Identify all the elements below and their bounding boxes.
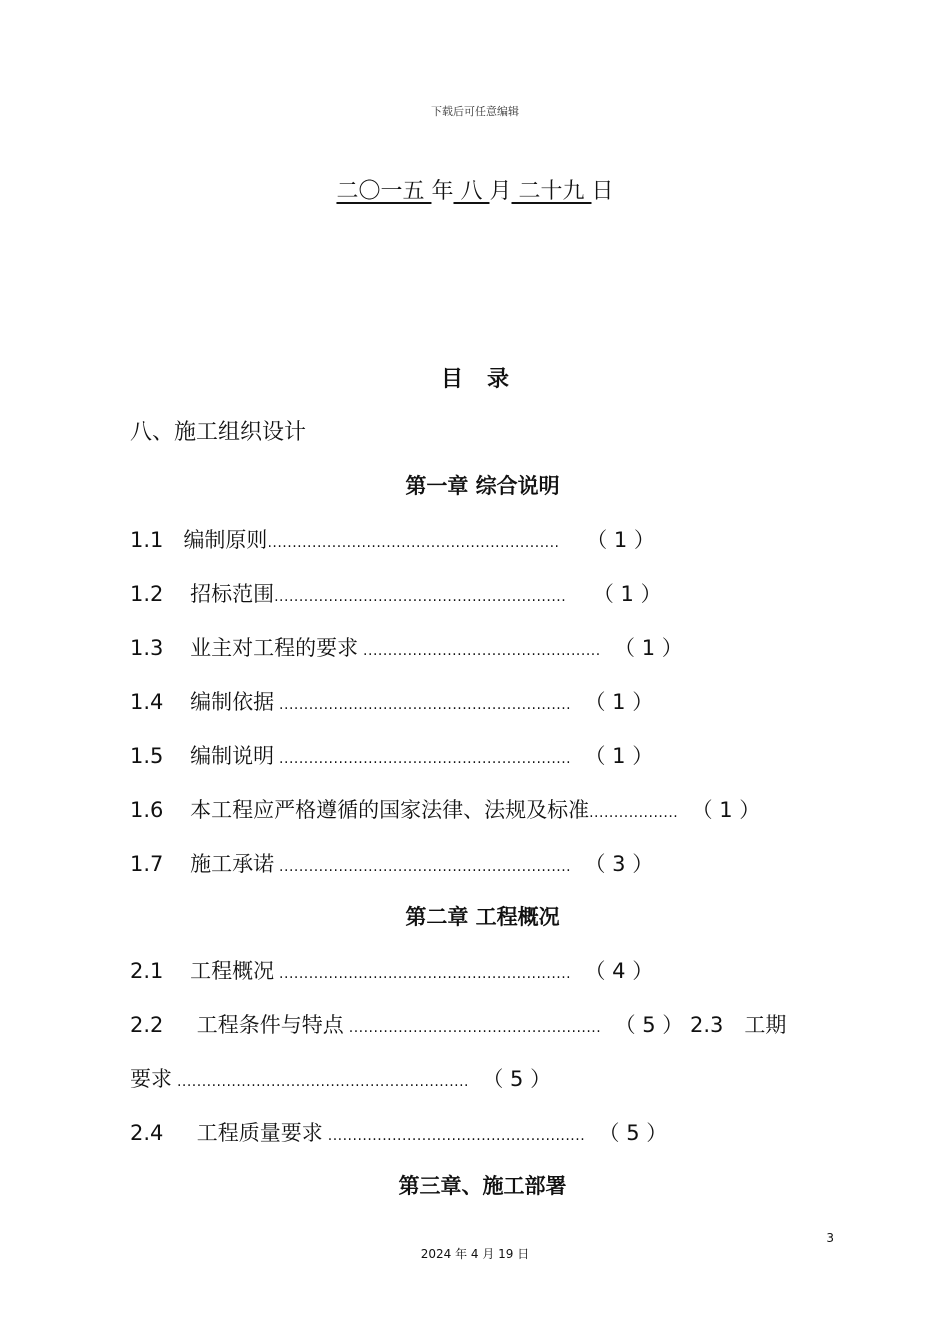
toc-entry-page: （ 1 ） — [614, 636, 683, 660]
toc-entry-title: 招标范围 — [190, 582, 275, 606]
date-day: 二十九 — [511, 179, 592, 204]
toc-entry-number: 1.6 — [130, 798, 164, 822]
toc-entry-title: 工程条件与特点 — [196, 1013, 344, 1037]
toc-entry-page: （ 5 ） — [598, 1121, 668, 1145]
toc-entry-page: （ 1 ） — [584, 690, 654, 714]
toc-entry[interactable] — [130, 632, 683, 662]
toc-entry-number: 1.2 — [130, 582, 164, 606]
chapter-heading: 第三章、施工部署 — [398, 1174, 567, 1198]
toc-entry-leader: ........................................................... — [274, 751, 572, 767]
toc-entry[interactable] — [130, 524, 655, 554]
toc-entry-page: （ 4 ） — [584, 959, 654, 983]
toc-entry-number: 1.7 — [130, 852, 164, 876]
toc-entry-title: 编制依据 — [190, 690, 275, 714]
toc-entry-page: （ 1 ） — [584, 744, 654, 768]
toc-entry-number: 2.2 — [130, 1013, 164, 1037]
toc-entry[interactable] — [130, 848, 653, 878]
toc-entry[interactable] — [130, 794, 760, 824]
toc-entry-leader: .................................................... — [322, 1128, 586, 1144]
chapter-heading: 第二章 工程概况 — [405, 905, 560, 929]
date-month: 八 — [453, 179, 490, 204]
toc-entry-title: 工程质量要求 — [196, 1121, 323, 1145]
toc-entry[interactable] — [130, 1009, 786, 1039]
toc-entry-title: 要求 — [130, 1067, 172, 1091]
toc-entry-page: （ 1 ） — [586, 528, 655, 552]
header-note: 下载后可任意编辑 — [431, 105, 519, 118]
toc-entry-number: 1.5 — [130, 744, 164, 768]
date-day-suffix: 日 — [591, 179, 614, 204]
toc-entry[interactable] — [130, 1117, 667, 1147]
toc-entry-number: 1.4 — [130, 690, 164, 714]
toc-entry-leader: ................................................ — [358, 643, 601, 659]
toc-entry-leader: ................................................... — [343, 1020, 602, 1036]
chapter-heading: 第一章 综合说明 — [405, 474, 560, 498]
toc-entry-number: 2.1 — [130, 959, 164, 983]
date-year: 二〇一五 — [336, 179, 432, 204]
toc-entry-leader: ........................................................... — [267, 535, 560, 551]
toc-entry[interactable] — [130, 1063, 551, 1093]
toc-entry[interactable] — [130, 955, 653, 985]
toc-entry[interactable] — [130, 740, 653, 770]
document-date — [0, 174, 950, 205]
toc-entry-title: 编制原则 — [183, 528, 268, 552]
toc-entry-number: 1.3 — [130, 636, 164, 660]
toc-entry-continuation: 2.3 工期 — [689, 1013, 787, 1037]
toc-entry-title: 编制说明 — [190, 744, 275, 768]
toc-entry-leader: ........................................................... — [274, 589, 567, 605]
date-year-suffix: 年 — [431, 179, 454, 204]
toc-entry-number: 2.4 — [130, 1121, 164, 1145]
toc-entry-page: （ 1 ） — [691, 798, 761, 822]
section-heading: 八、施工组织设计 — [130, 420, 307, 445]
toc-entry-leader: ........................................................... — [274, 859, 572, 875]
toc-entry-leader: .................. — [589, 805, 679, 821]
toc-entry-page: （ 5 ） — [614, 1013, 684, 1037]
toc-entry-page: （ 5 ） — [482, 1067, 552, 1091]
toc-entry-title: 工程概况 — [190, 959, 275, 983]
page-number: 3 — [826, 1231, 834, 1245]
toc-entry-page: （ 3 ） — [584, 852, 654, 876]
toc-entry-title: 施工承诺 — [190, 852, 275, 876]
toc-entry-leader: ........................................................... — [274, 697, 572, 713]
date-month-suffix: 月 — [489, 179, 512, 204]
toc-entry-title: 业主对工程的要求 — [190, 636, 359, 660]
toc-entry-page: （ 1 ） — [592, 582, 662, 606]
toc-entry-leader: ........................................................... — [274, 966, 572, 982]
toc-entry-number: 1.1 — [130, 528, 164, 552]
toc-entry-leader: ........................................................... — [172, 1074, 470, 1090]
toc-entry[interactable] — [130, 578, 662, 608]
toc-title: 目录 — [440, 367, 533, 392]
footer-date: 2024 年 4 月 19 日 — [420, 1247, 530, 1261]
toc-entry[interactable] — [130, 686, 653, 716]
toc-entry-title: 本工程应严格遵循的国家法律、法规及标准 — [190, 798, 590, 822]
